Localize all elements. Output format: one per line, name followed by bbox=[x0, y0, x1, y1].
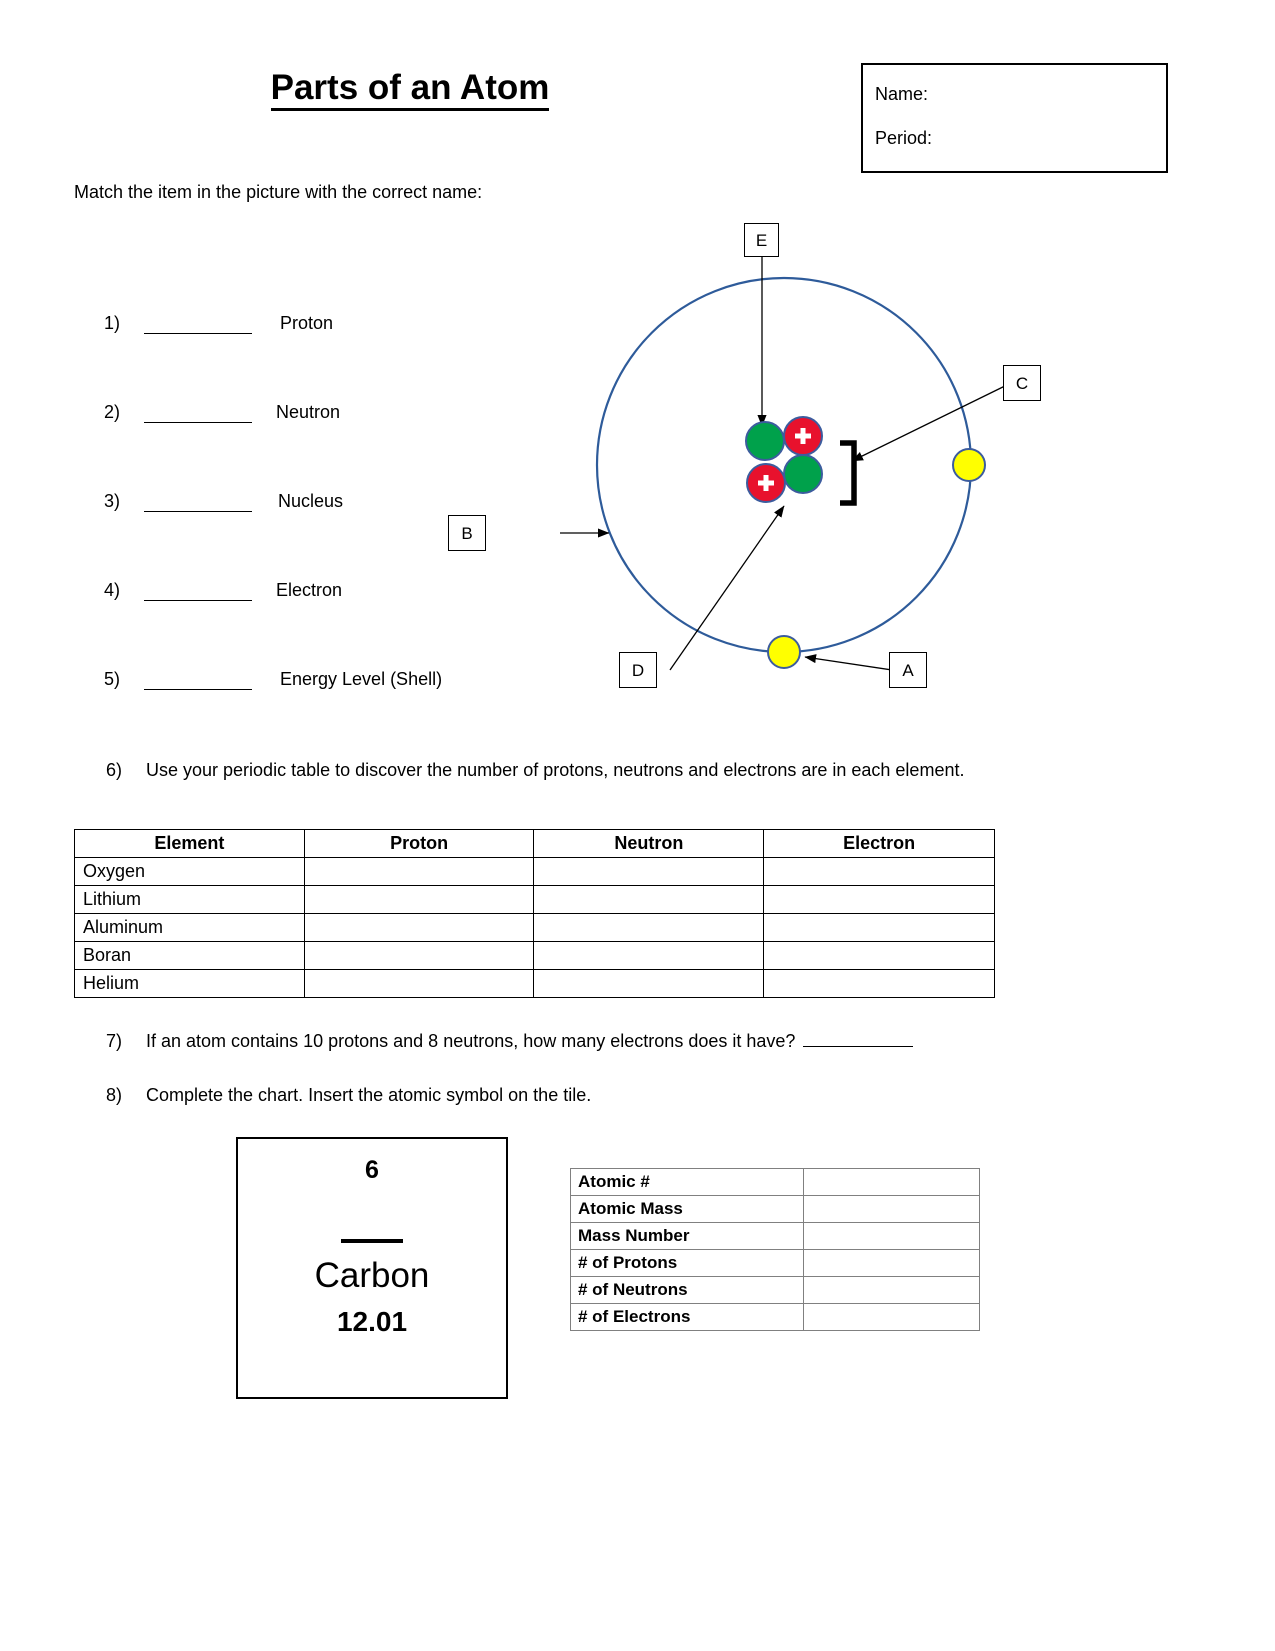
match-item-5 bbox=[104, 669, 574, 758]
match-item-number: 1) bbox=[104, 313, 121, 333]
element-name-cell: Boran bbox=[75, 942, 305, 970]
diagram-label-b[interactable]: B bbox=[448, 515, 486, 551]
question-6-number: 6) bbox=[106, 760, 123, 780]
match-item-label: Energy Level (Shell) bbox=[280, 669, 443, 689]
electron-particle-bottom bbox=[768, 636, 800, 668]
period-field-label[interactable]: Period: bbox=[875, 128, 933, 148]
nucleus-bracket-icon bbox=[840, 443, 854, 503]
electron-shell-circle bbox=[597, 278, 971, 652]
page-title-text: Parts of an Atom bbox=[271, 68, 550, 111]
proton-input-cell[interactable] bbox=[304, 970, 534, 998]
electron-particle-right bbox=[953, 449, 985, 481]
table-row bbox=[75, 914, 995, 942]
question-7-answer-blank[interactable] bbox=[803, 1030, 913, 1047]
match-answer-blank[interactable] bbox=[144, 405, 252, 423]
protons-count-label: # of Protons bbox=[571, 1250, 804, 1277]
carbon-element-tile bbox=[236, 1137, 508, 1399]
match-answer-blank[interactable] bbox=[144, 672, 252, 690]
table-row bbox=[571, 1304, 980, 1331]
carbon-atomic-mass: 12.01 bbox=[336, 1306, 408, 1337]
diagram-label-e[interactable]: E bbox=[744, 223, 779, 257]
atomic-chart-table bbox=[570, 1168, 980, 1331]
neutron-input-cell[interactable] bbox=[534, 886, 764, 914]
match-item-number: 3) bbox=[104, 491, 121, 511]
page-title bbox=[0, 68, 820, 108]
electrons-count-value[interactable] bbox=[804, 1304, 980, 1331]
match-item-label: Nucleus bbox=[278, 491, 344, 511]
column-header-element: Element bbox=[75, 830, 305, 858]
neutron-particle bbox=[746, 422, 784, 460]
table-row bbox=[75, 886, 995, 914]
match-item-label: Electron bbox=[276, 580, 343, 600]
match-answer-blank[interactable] bbox=[144, 494, 252, 512]
atomic-mass-value[interactable] bbox=[804, 1196, 980, 1223]
mass-number-label: Mass Number bbox=[571, 1223, 804, 1250]
neutrons-count-value[interactable] bbox=[804, 1277, 980, 1304]
table-row bbox=[75, 970, 995, 998]
element-name-cell: Helium bbox=[75, 970, 305, 998]
question-6 bbox=[106, 760, 1106, 781]
match-answer-blank[interactable] bbox=[144, 583, 252, 601]
neutron-particle bbox=[784, 455, 822, 493]
match-list bbox=[104, 313, 574, 758]
match-item-4 bbox=[104, 580, 574, 669]
atomic-number-value[interactable] bbox=[804, 1169, 980, 1196]
diagram-label-a[interactable]: A bbox=[889, 652, 927, 688]
proton-input-cell[interactable] bbox=[304, 858, 534, 886]
match-instruction: Match the item in the picture with the correct name: bbox=[74, 182, 483, 202]
element-table bbox=[74, 829, 995, 998]
neutrons-count-label: # of Neutrons bbox=[571, 1277, 804, 1304]
electron-input-cell[interactable] bbox=[764, 886, 995, 914]
atom-diagram bbox=[461, 215, 1080, 705]
proton-input-cell[interactable] bbox=[304, 942, 534, 970]
atomic-mass-label: Atomic Mass bbox=[571, 1196, 804, 1223]
proton-input-cell[interactable] bbox=[304, 886, 534, 914]
match-item-2 bbox=[104, 402, 574, 491]
match-item-number: 5) bbox=[104, 669, 121, 689]
proton-input-cell[interactable] bbox=[304, 914, 534, 942]
atom-diagram-svg bbox=[560, 215, 1080, 705]
name-period-box bbox=[861, 63, 1168, 173]
table-row bbox=[571, 1223, 980, 1250]
question-6-text: Use your periodic table to discover the number of protons, neutrons and electrons are in each element. bbox=[146, 760, 965, 780]
carbon-element-name: Carbon bbox=[314, 1256, 430, 1295]
leader-line-a bbox=[805, 657, 892, 670]
carbon-atomic-number: 6 bbox=[365, 1156, 379, 1184]
match-item-number: 2) bbox=[104, 402, 121, 422]
electron-input-cell[interactable] bbox=[764, 858, 995, 886]
question-7 bbox=[106, 1030, 1106, 1052]
name-field-label[interactable]: Name: bbox=[875, 84, 929, 104]
electron-input-cell[interactable] bbox=[764, 970, 995, 998]
element-name-cell: Oxygen bbox=[75, 858, 305, 886]
neutron-input-cell[interactable] bbox=[534, 914, 764, 942]
carbon-symbol-blank[interactable] bbox=[341, 1239, 403, 1243]
match-item-number: 4) bbox=[104, 580, 121, 600]
diagram-label-c[interactable]: C bbox=[1003, 365, 1041, 401]
element-name-cell: Lithium bbox=[75, 886, 305, 914]
leader-line-c bbox=[852, 383, 1011, 461]
diagram-label-d[interactable]: D bbox=[619, 652, 657, 688]
table-row bbox=[571, 1169, 980, 1196]
match-item-label: Neutron bbox=[276, 402, 341, 422]
question-8-text: Complete the chart. Insert the atomic symbol on the tile. bbox=[146, 1085, 592, 1105]
question-8 bbox=[106, 1085, 1106, 1106]
table-row bbox=[75, 942, 995, 970]
mass-number-value[interactable] bbox=[804, 1223, 980, 1250]
electron-input-cell[interactable] bbox=[764, 914, 995, 942]
match-item-label: Proton bbox=[280, 313, 334, 333]
column-header-neutron: Neutron bbox=[534, 830, 764, 858]
column-header-electron: Electron bbox=[764, 830, 995, 858]
electron-input-cell[interactable] bbox=[764, 942, 995, 970]
match-answer-blank[interactable] bbox=[144, 316, 252, 334]
question-7-text: If an atom contains 10 protons and 8 neutrons, how many electrons does it have? bbox=[146, 1031, 796, 1051]
table-row bbox=[571, 1196, 980, 1223]
question-7-number: 7) bbox=[106, 1031, 123, 1051]
table-row bbox=[75, 858, 995, 886]
leader-line-d bbox=[670, 506, 784, 670]
neutron-input-cell[interactable] bbox=[534, 858, 764, 886]
column-header-proton: Proton bbox=[304, 830, 534, 858]
neutron-input-cell[interactable] bbox=[534, 970, 764, 998]
table-header-row bbox=[75, 830, 995, 858]
protons-count-value[interactable] bbox=[804, 1250, 980, 1277]
element-name-cell: Aluminum bbox=[75, 914, 305, 942]
atomic-number-label: Atomic # bbox=[571, 1169, 804, 1196]
question-8-number: 8) bbox=[106, 1085, 123, 1105]
table-row bbox=[571, 1250, 980, 1277]
electrons-count-label: # of Electrons bbox=[571, 1304, 804, 1331]
table-row bbox=[571, 1277, 980, 1304]
match-item-3 bbox=[104, 491, 574, 580]
neutron-input-cell[interactable] bbox=[534, 942, 764, 970]
match-item-1 bbox=[104, 313, 574, 402]
